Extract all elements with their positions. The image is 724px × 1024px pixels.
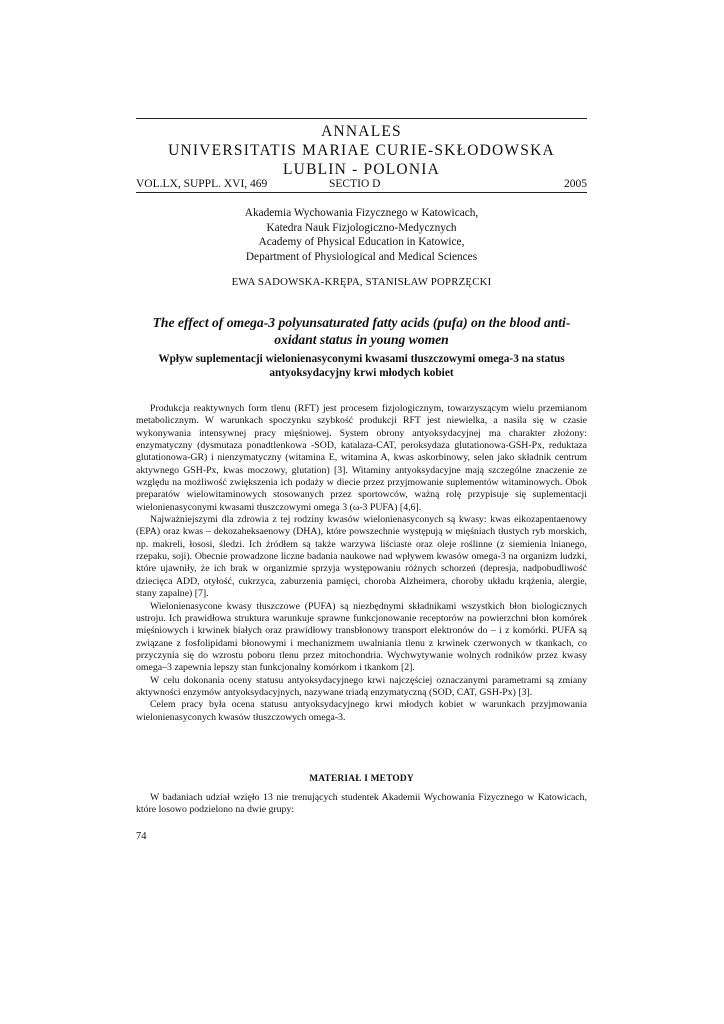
journal-name-line1: ANNALES <box>321 123 402 140</box>
volume-info: VOL.LX, SUPPL. XVI, 469 <box>136 178 268 190</box>
affiliation-line: Akademia Wychowania Fizycznego w Katowicach, <box>244 207 479 219</box>
affiliation-line: Academy of Physical Education in Katowice, <box>258 236 465 248</box>
paragraph: Wielonienasycone kwasy tłuszczowe (PUFA) są niezbędnymi składnikami wszystkich błon biologicznych ustroju. Ich prawidłowa struktura warunkuje sprawne funkcjonowanie receptorów na powierzchni błon komórek mięśniowych i krwinek białych oraz prawidłowy transbłonowy transport elektronów do – i z komórki. PUFA są związane z fosfolipidami błonowymi i mechanizmem uwalniania tlenu z krwinek czerwonych w tkankach, co przyczynia się do wzrostu poboru tlenu przez mitochondria. Wychwytywanie wolnych rodników przez kwasy omega–3 zapewnia lepszy stan funkcjonalny komórkom i tkankom [2]. <box>136 600 587 674</box>
paragraph: W badaniach udział wzięło 13 nie trenujących studentek Akademii Wychowania Fizycznego w Katowicach, które losowo podzielono na dwie grupy: <box>136 792 587 816</box>
introduction <box>136 403 587 724</box>
paragraph: W celu dokonania oceny statusu antyoksydacyjnego krwi najczęściej oznaczanymi parametrami są zmiany aktywności enzymów antyoksydacyjnych, nazywane triadą enzymatyczną (SOD, CAT, GSH-Px) [3]. <box>136 674 587 698</box>
page-number: 74 <box>136 831 147 842</box>
section-heading: MATERIAŁ I METODY <box>309 774 414 784</box>
section-info: SECTIO D <box>329 178 381 190</box>
affiliation <box>136 206 587 264</box>
title-english: The effect of omega-3 polyunsaturated fatty acids (pufa) on the blood anti-oxidant status in young women <box>152 315 571 347</box>
header-bottom-rule <box>136 192 587 193</box>
paragraph: Najważniejszymi dla zdrowia z tej rodziny kwasów wielonienasyconych są kwasy: kwas eikozapentaenowy (EPA) oraz kwas – dekozaheksaenowy (DHA), które powszechnie występują w mięśniach tłustych ryb morskich, np. makreli, łososi, śledzi. Ich źródłem są także warzywa liściaste oraz oleje roślinne (z siemienia lnianego, rzepaku, soji). Obecnie prowadzone liczne badania naukowe nad wpływem kwasów omega-3 na organizm ludzki, które ujawniły, że ich brak w organizmie sprzyja występowaniu różnych schorzeń (depresja, nadpobudliwość dziecięca ADD, otyłość, cukrzyca, zaburzenia pamięci, choroba Alzheimera, choroby układu krążenia, alergie, stany zapalne) [7]. <box>136 514 587 600</box>
title-polish: Wpływ suplementacji wielonienasyconymi kwasami tłuszczowymi omega-3 na status antyoksydacyjny krwi młodych kobiet <box>158 353 565 379</box>
journal-name-line3: LUBLIN - POLONIA <box>283 161 440 178</box>
journal-name-line2: UNIVERSITATIS MARIAE CURIE-SKŁODOWSKA <box>168 142 555 159</box>
year-info: 2005 <box>564 178 587 190</box>
authors: EWA SADOWSKA-KRĘPA, STANISŁAW POPRZĘCKI <box>231 276 492 288</box>
methods <box>136 792 587 817</box>
journal-header <box>136 122 587 179</box>
paragraph: Celem pracy była ocena statusu antyoksydacyjnego krwi młodych kobiet w warunkach przyjmowania wielonienasyconych kwasów tłuszczowych omega-3. <box>136 699 587 723</box>
affiliation-line: Katedra Nauk Fizjologiczno-Medycznych <box>266 221 457 234</box>
volume-row <box>136 178 587 192</box>
header-top-rule <box>136 118 587 119</box>
paragraph: Produkcja reaktywnych form tlenu (RFT) jest procesem fizjologicznym, towarzyszącym wielu przemianom metabolicznym. W warunkach spoczynku szybkość produkcji RFT jest niewielka, a nasila się w czasie wykonywania intensywnej pracy mięśniowej. System obrony antyoksydacyjnej ma charakter złożony: enzymatyczny (dysmutaza ponadtlenkowa -SOD, katalaza-CAT, peroksydaza glutationowa-GSH-Px, reduktaza glutationowa-GR) i nienzymatyczny (witamina E, witamina A, kwas askorbinowy, selen jako składnik centrum aktywnego GSH-Px, kwas moczowy, glutation) [3]. Witaminy antyoksydacyjne mają szczególne znaczenie ze względu na możliwość zwiększenia ich podaży w diecie przez przyjmowanie suplementów witaminowych. Obok preparatów wielowitaminowych stosowanych przez sportowców, ważną rolę przypisuje się suplementacji wielonienasyconymi kwasami tłuszczowymi omega 3 (ω-3 PUFA) [4,6]. <box>136 403 587 513</box>
affiliation-line: Department of Physiological and Medical Sciences <box>245 250 478 263</box>
